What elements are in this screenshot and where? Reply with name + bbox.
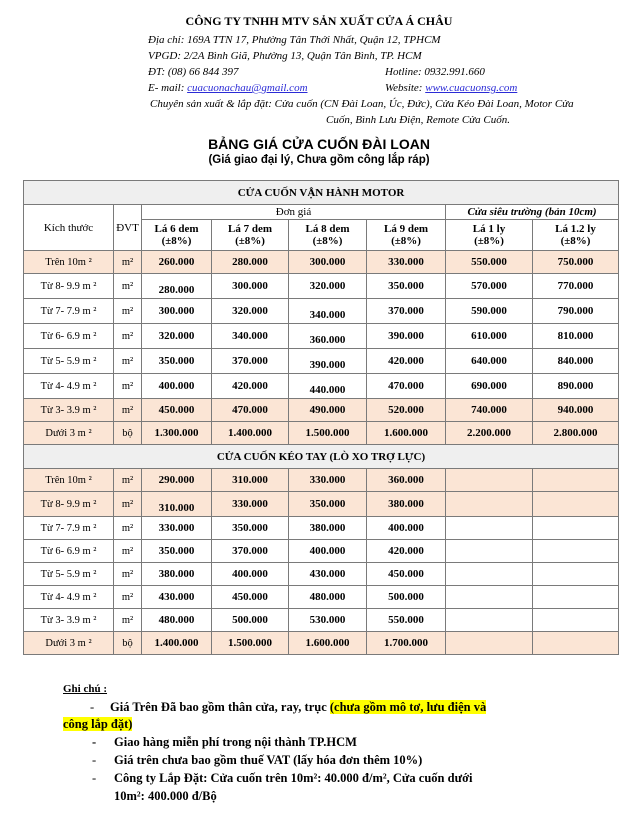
price-cell: 380.000 xyxy=(367,492,446,517)
unit-cell: m² xyxy=(114,399,142,422)
empty-cell xyxy=(533,609,619,632)
size-cell: Từ 5- 5.9 m ² xyxy=(24,563,114,586)
col-header-1 xyxy=(212,220,289,251)
col-header-2 xyxy=(289,220,367,251)
note-1-text: Giá Trên Đã bao gồm thân cửa, ray, trục xyxy=(110,700,327,714)
note-4-dash: - xyxy=(92,771,97,785)
price-cell: 420.000 xyxy=(367,349,446,374)
empty-cell xyxy=(446,609,533,632)
price-cell: 350.000 xyxy=(367,274,446,299)
price-cell: 310.000 xyxy=(212,469,289,492)
price-cell: 330.000 xyxy=(142,517,212,540)
price-cell: 370.000 xyxy=(212,349,289,374)
price-cell: 290.000 xyxy=(142,469,212,492)
table-row xyxy=(24,422,619,445)
size-cell: Từ 7- 7.9 m ² xyxy=(24,517,114,540)
price-cell: 690.000 xyxy=(446,374,533,399)
price-cell: 360.000 xyxy=(367,469,446,492)
email-label: E- mail: xyxy=(148,82,185,94)
price-cell: 740.000 xyxy=(446,399,533,422)
note-3-dash: - xyxy=(92,753,97,767)
table-row xyxy=(24,540,619,563)
price-cell: 320.000 xyxy=(212,299,289,324)
price-cell: 1.300.000 xyxy=(142,422,212,445)
unit-cell: m² xyxy=(114,563,142,586)
price-cell: 330.000 xyxy=(289,469,367,492)
unit-cell: m² xyxy=(114,349,142,374)
table-row xyxy=(24,374,619,399)
company-name: CÔNG TY TNHH MTV SẢN XUẤT CỬA Á CHÂU xyxy=(185,14,453,28)
empty-cell xyxy=(533,586,619,609)
size-cell: Trên 10m ² xyxy=(24,251,114,274)
price-cell: 550.000 xyxy=(367,609,446,632)
col-header-name: Lá 1.2 ly xyxy=(555,223,596,235)
website-line xyxy=(385,80,517,96)
price-cell: 500.000 xyxy=(212,609,289,632)
price-cell: 500.000 xyxy=(367,586,446,609)
price-cell: 350.000 xyxy=(142,540,212,563)
price-cell: 350.000 xyxy=(289,492,367,517)
price-cell: 320.000 xyxy=(142,324,212,349)
price-cell: 340.000 xyxy=(289,299,367,324)
empty-cell xyxy=(446,469,533,492)
website-link[interactable]: www.cuacuonsg.com xyxy=(425,82,518,94)
price-cell: 390.000 xyxy=(367,324,446,349)
empty-cell xyxy=(533,469,619,492)
note-3-text: Giá trên chưa bao gồm thuế VAT (lấy hóa đơn thêm 10%) xyxy=(114,753,423,767)
unit-cell: m² xyxy=(114,517,142,540)
note-2-text: Giao hàng miễn phí trong nội thành TP.HCM xyxy=(114,735,357,749)
price-cell: 420.000 xyxy=(367,540,446,563)
unit-cell: m² xyxy=(114,609,142,632)
col-unit-header: ĐVT xyxy=(114,205,142,251)
size-cell: Từ 3- 3.9 m ² xyxy=(24,399,114,422)
price-cell: 260.000 xyxy=(142,251,212,274)
price-cell: 2.200.000 xyxy=(446,422,533,445)
table-row xyxy=(24,517,619,540)
table-row xyxy=(24,609,619,632)
col-price-header: Đơn giá xyxy=(142,205,446,220)
price-cell: 330.000 xyxy=(212,492,289,517)
business-line-1: Chuyên sản xuất & lắp đặt: Cửa cuốn (CN Đài Loan, Úc, Đức), Cửa Kéo Đài Loan, Motor Cửa xyxy=(150,98,574,110)
unit-cell: bộ xyxy=(114,632,142,655)
table-row xyxy=(24,586,619,609)
price-cell: 890.000 xyxy=(533,374,619,399)
empty-cell xyxy=(533,540,619,563)
price-table xyxy=(23,180,619,655)
company-phone: ĐT: (08) 66 844 397 xyxy=(148,66,239,78)
note-2-dash: - xyxy=(92,735,97,749)
col-header-name: Lá 9 dem xyxy=(384,223,428,235)
price-cell: 390.000 xyxy=(289,349,367,374)
col-header-name: Lá 8 dem xyxy=(305,223,350,235)
price-cell: 310.000 xyxy=(142,492,212,517)
size-cell: Từ 3- 3.9 m ² xyxy=(24,609,114,632)
size-cell: Từ 8- 9.9 m ² xyxy=(24,492,114,517)
price-cell: 400.000 xyxy=(289,540,367,563)
table-row xyxy=(24,274,619,299)
price-cell: 300.000 xyxy=(142,299,212,324)
unit-cell: m² xyxy=(114,274,142,299)
size-cell: Trên 10m ² xyxy=(24,469,114,492)
motor-section-title: CỬA CUỐN VẬN HÀNH MOTOR xyxy=(24,181,619,205)
note-1-highlight-b: công lắp đặt) xyxy=(63,717,133,731)
price-cell: 490.000 xyxy=(289,399,367,422)
business-line-2: Cuốn, Bình Lưu Điện, Remote Cửa Cuốn. xyxy=(326,114,511,126)
col-super-header: Cửa siêu trường (bản 10cm) xyxy=(446,205,619,220)
price-cell: 570.000 xyxy=(446,274,533,299)
price-cell: 1.700.000 xyxy=(367,632,446,655)
col-header-tolerance: (±8%) xyxy=(474,235,504,247)
price-cell: 750.000 xyxy=(533,251,619,274)
table-row xyxy=(24,251,619,274)
table-row xyxy=(24,399,619,422)
col-header-name: Lá 1 ly xyxy=(472,223,506,235)
price-cell: 380.000 xyxy=(142,563,212,586)
price-cell: 2.800.000 xyxy=(533,422,619,445)
col-header-name: Lá 6 dem xyxy=(154,223,199,235)
size-cell: Từ 6- 6.9 m ² xyxy=(24,540,114,563)
col-header-tolerance: (±8%) xyxy=(161,235,192,247)
size-cell: Từ 4- 4.9 m ² xyxy=(24,586,114,609)
col-header-4 xyxy=(446,220,533,251)
price-cell: 770.000 xyxy=(533,274,619,299)
size-cell: Từ 7- 7.9 m ² xyxy=(24,299,114,324)
price-cell: 1.400.000 xyxy=(142,632,212,655)
size-cell: Dưới 3 m ² xyxy=(24,422,114,445)
price-cell: 590.000 xyxy=(446,299,533,324)
col-header-tolerance: (±8%) xyxy=(312,235,343,247)
company-vpgd: VPGD: 2/2A Bình Giã, Phường 13, Quận Tân Bình, TP. HCM xyxy=(148,50,422,62)
price-cell: 340.000 xyxy=(212,324,289,349)
price-cell: 370.000 xyxy=(367,299,446,324)
table-row xyxy=(24,299,619,324)
company-hotline: Hotline: 0932.991.660 xyxy=(385,66,485,78)
col-header-tolerance: (±8%) xyxy=(235,235,265,247)
price-cell: 840.000 xyxy=(533,349,619,374)
price-cell: 280.000 xyxy=(212,251,289,274)
price-cell: 280.000 xyxy=(142,274,212,299)
price-cell: 360.000 xyxy=(289,324,367,349)
price-cell: 430.000 xyxy=(142,586,212,609)
price-cell: 480.000 xyxy=(142,609,212,632)
col-header-tolerance: (±8%) xyxy=(391,235,421,247)
note-1-line xyxy=(110,700,486,715)
price-cell: 520.000 xyxy=(367,399,446,422)
company-address: Địa chỉ: 169A TTN 17, Phường Tân Thới Nhất, Quận 12, TPHCM xyxy=(148,34,441,46)
price-cell: 610.000 xyxy=(446,324,533,349)
note-1-line-2 xyxy=(63,717,132,732)
price-table-title: BẢNG GIÁ CỬA CUỐN ĐÀI LOAN xyxy=(208,136,430,152)
empty-cell xyxy=(533,492,619,517)
price-cell: 420.000 xyxy=(212,374,289,399)
manual-section-title: CỬA CUỐN KÉO TAY (LÒ XO TRỢ LỰC) xyxy=(24,445,619,469)
price-cell: 480.000 xyxy=(289,586,367,609)
email-link[interactable]: cuacuonachau@gmail.com xyxy=(187,82,308,94)
unit-cell: m² xyxy=(114,374,142,399)
empty-cell xyxy=(533,632,619,655)
price-cell: 450.000 xyxy=(142,399,212,422)
note-1-dash: - xyxy=(90,700,95,714)
col-header-5 xyxy=(533,220,619,251)
empty-cell xyxy=(533,517,619,540)
empty-cell xyxy=(446,517,533,540)
price-cell: 450.000 xyxy=(367,563,446,586)
price-cell: 470.000 xyxy=(212,399,289,422)
table-row xyxy=(24,492,619,517)
price-cell: 370.000 xyxy=(212,540,289,563)
size-cell: Từ 5- 5.9 m ² xyxy=(24,349,114,374)
empty-cell xyxy=(446,492,533,517)
note-4-line-2: 10m²: 400.000 đ/Bộ xyxy=(114,789,217,803)
col-header-0 xyxy=(142,220,212,251)
table-row xyxy=(24,632,619,655)
col-header-tolerance: (±8%) xyxy=(560,235,591,247)
unit-cell: m² xyxy=(114,492,142,517)
price-cell: 440.000 xyxy=(289,374,367,399)
table-row xyxy=(24,563,619,586)
price-cell: 450.000 xyxy=(212,586,289,609)
table-row xyxy=(24,349,619,374)
unit-cell: m² xyxy=(114,586,142,609)
price-cell: 380.000 xyxy=(289,517,367,540)
price-cell: 1.600.000 xyxy=(289,632,367,655)
price-cell: 300.000 xyxy=(289,251,367,274)
col-header-3 xyxy=(367,220,446,251)
price-cell: 810.000 xyxy=(533,324,619,349)
empty-cell xyxy=(446,563,533,586)
col-size-header: Kích thước xyxy=(24,205,114,251)
price-cell: 640.000 xyxy=(446,349,533,374)
size-cell: Từ 4- 4.9 m ² xyxy=(24,374,114,399)
unit-cell: m² xyxy=(114,540,142,563)
empty-cell xyxy=(446,540,533,563)
price-cell: 300.000 xyxy=(212,274,289,299)
price-cell: 530.000 xyxy=(289,609,367,632)
size-cell: Từ 6- 6.9 m ² xyxy=(24,324,114,349)
price-cell: 350.000 xyxy=(142,349,212,374)
note-4-line-1: Công ty Lắp Đặt: Cửa cuốn trên 10m²: 40.000 đ/m², Cửa cuốn dưới xyxy=(114,771,473,785)
price-cell: 330.000 xyxy=(367,251,446,274)
email-line xyxy=(148,80,308,96)
empty-cell xyxy=(533,563,619,586)
unit-cell: m² xyxy=(114,469,142,492)
price-cell: 400.000 xyxy=(142,374,212,399)
notes-label: Ghi chú : xyxy=(63,683,108,695)
empty-cell xyxy=(446,586,533,609)
price-cell: 1.500.000 xyxy=(289,422,367,445)
size-cell: Dưới 3 m ² xyxy=(24,632,114,655)
price-cell: 320.000 xyxy=(289,274,367,299)
price-cell: 400.000 xyxy=(212,563,289,586)
col-header-name: Lá 7 dem xyxy=(228,223,272,235)
unit-cell: m² xyxy=(114,251,142,274)
price-cell: 400.000 xyxy=(367,517,446,540)
price-cell: 1.600.000 xyxy=(367,422,446,445)
unit-cell: bộ xyxy=(114,422,142,445)
note-1-highlight-a: (chưa gồm mô tơ, lưu điện và xyxy=(329,700,487,714)
price-table-subtitle: (Giá giao đại lý, Chưa gồm công lắp ráp) xyxy=(208,154,430,166)
unit-cell: m² xyxy=(114,324,142,349)
table-row xyxy=(24,469,619,492)
empty-cell xyxy=(446,632,533,655)
unit-cell: m² xyxy=(114,299,142,324)
size-cell: Từ 8- 9.9 m ² xyxy=(24,274,114,299)
price-cell: 430.000 xyxy=(289,563,367,586)
price-cell: 350.000 xyxy=(212,517,289,540)
price-cell: 550.000 xyxy=(446,251,533,274)
price-cell: 790.000 xyxy=(533,299,619,324)
price-cell: 470.000 xyxy=(367,374,446,399)
price-cell: 1.400.000 xyxy=(212,422,289,445)
price-cell: 940.000 xyxy=(533,399,619,422)
price-cell: 1.500.000 xyxy=(212,632,289,655)
website-label: Website: xyxy=(385,82,423,94)
table-row xyxy=(24,324,619,349)
